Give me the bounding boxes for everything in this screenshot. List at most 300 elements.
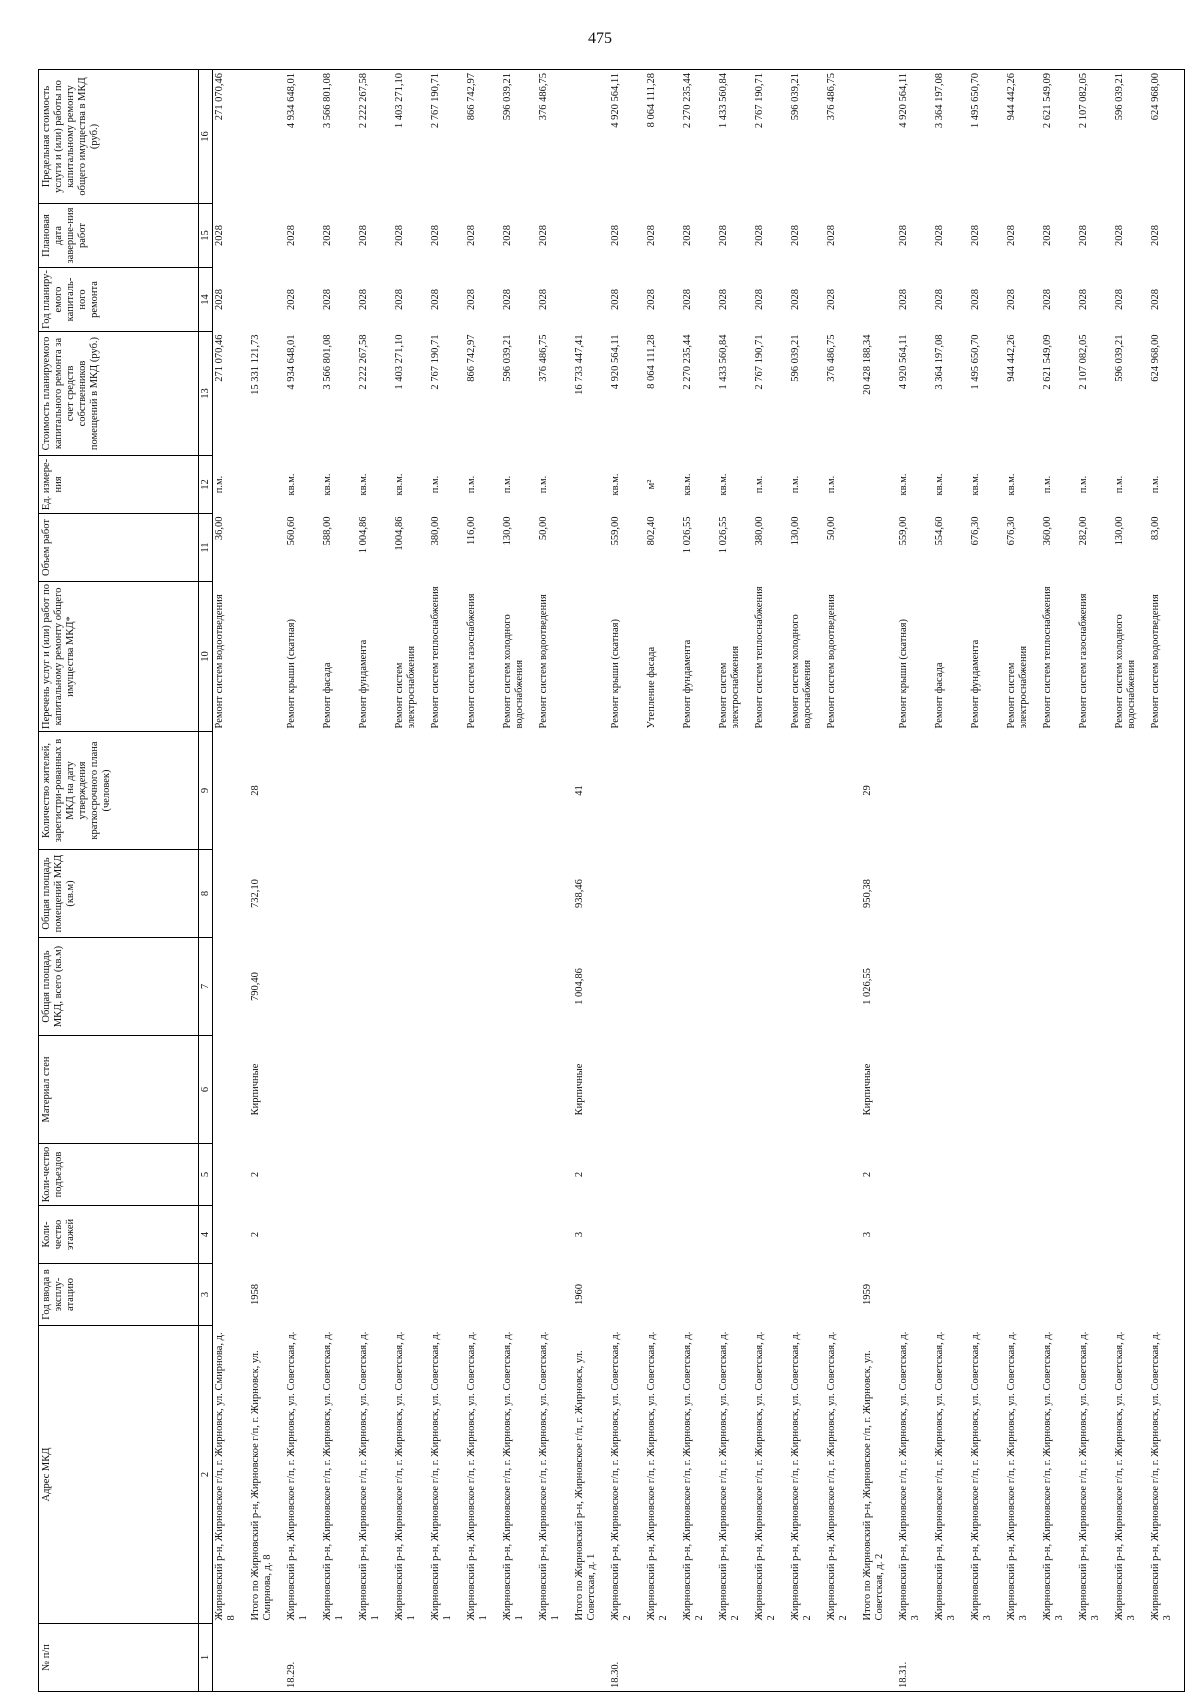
cell-work-volume: 83,00 xyxy=(1149,516,1161,541)
cell-cost-limit: 4 934 648,01 xyxy=(285,73,297,129)
total-row xyxy=(861,70,897,1692)
cell-entrance-count xyxy=(1077,1144,1113,1206)
cell-work-type: Ремонт систем электроснабжения xyxy=(1005,645,1029,729)
cell-floor-count: 2 xyxy=(249,1231,261,1238)
cell-entrance-count: 2 xyxy=(249,1171,261,1178)
cell-entrance-count xyxy=(897,1144,933,1206)
cell-resident-count xyxy=(1113,732,1149,850)
cell-row-number xyxy=(753,1624,789,1692)
col-header-9: Количество жителей, зарегистри-рованных в МКД на дату утверждения краткосрочного плана (человек) xyxy=(39,732,199,850)
cell-total-area xyxy=(933,938,969,1036)
cell-total-area xyxy=(1041,938,1077,1036)
cell-resident-count xyxy=(753,732,789,850)
cell-premises-area xyxy=(1149,850,1185,938)
col-header-7: Общая площадь МКД, всего (кв.м) xyxy=(39,938,199,1036)
cell-cost-limit: 3 364 197,08 xyxy=(933,73,945,129)
col-header-12: Ед. измере-ния xyxy=(39,456,199,514)
cell-completion-date xyxy=(573,204,609,268)
cell-wall-material xyxy=(969,1036,1005,1144)
cell-address: Жирновский р-н, Жирновское г/п, г. Жирновск, ул. Советская, д. 1 xyxy=(501,1331,525,1621)
cell-work-volume: 560,60 xyxy=(285,516,297,546)
cell-wall-material xyxy=(933,1036,969,1144)
cell-resident-count xyxy=(1005,732,1041,850)
cell-repair-year: 2028 xyxy=(393,289,405,310)
cell-unit xyxy=(861,456,897,514)
cell-cost-limit: 1 495 650,70 xyxy=(969,73,981,129)
cell-total-area xyxy=(537,938,573,1036)
table-row xyxy=(609,70,645,1692)
cell-row-number xyxy=(1149,1624,1185,1692)
cell-year-built xyxy=(321,1264,357,1326)
cell-wall-material xyxy=(753,1036,789,1144)
cell-floor-count: 3 xyxy=(573,1231,585,1238)
cell-total-area xyxy=(789,938,825,1036)
cell-year-built xyxy=(717,1264,753,1326)
cell-planned-cost: 376 486,75 xyxy=(537,334,549,382)
cell-resident-count: 41 xyxy=(573,785,585,796)
cell-entrance-count xyxy=(357,1144,393,1206)
cell-planned-cost: 944 442,26 xyxy=(1005,334,1017,382)
cell-unit: кв.м. xyxy=(897,473,909,496)
total-row xyxy=(573,70,609,1692)
cell-total-area xyxy=(825,938,861,1036)
table-row xyxy=(753,70,789,1692)
cell-resident-count xyxy=(537,732,573,850)
cell-floor-count xyxy=(789,1206,825,1264)
cell-unit: кв.м. xyxy=(969,473,981,496)
cell-year-built xyxy=(1149,1264,1185,1326)
cell-address: Жирновский р-н, Жирновское г/п, г. Жирновск, ул. Советская, д. 3 xyxy=(897,1331,921,1621)
table-row xyxy=(789,70,825,1692)
cell-address: Жирновский р-н, Жирновское г/п, г. Жирновск, ул. Советская, д. 3 xyxy=(1149,1331,1173,1621)
cell-entrance-count xyxy=(213,1144,249,1206)
cell-address: Жирновский р-н, Жирновское г/п, г. Жирновск, ул. Советская, д. 1 xyxy=(537,1331,561,1621)
cell-work-volume xyxy=(249,514,285,582)
cell-wall-material xyxy=(357,1036,393,1144)
cell-cost-limit: 376 486,75 xyxy=(825,73,837,121)
cell-address: Жирновский р-н, Жирновское г/п, г. Жирновск, ул. Советская, д. 3 xyxy=(1077,1331,1101,1621)
cell-entrance-count: 2 xyxy=(861,1171,873,1178)
table-header xyxy=(39,70,213,1692)
cell-completion-date: 2028 xyxy=(321,225,333,246)
cell-completion-date: 2028 xyxy=(753,225,765,246)
cell-premises-area xyxy=(681,850,717,938)
cell-total-area xyxy=(1077,938,1113,1036)
cell-repair-year: 2028 xyxy=(1005,289,1017,310)
cell-address: Жирновский р-н, Жирновское г/п, г. Жирновск, ул. Советская, д. 1 xyxy=(393,1331,417,1621)
cell-repair-year: 2028 xyxy=(789,289,801,310)
table-row xyxy=(897,70,933,1692)
cell-repair-year: 2028 xyxy=(285,289,297,310)
cell-work-volume: 1 026,55 xyxy=(681,516,693,554)
cell-work-type: Ремонт систем водоотведения xyxy=(537,594,549,729)
cell-total-area: 790,40 xyxy=(249,972,261,1001)
cell-completion-date: 2028 xyxy=(1149,225,1161,246)
cell-total-area xyxy=(753,938,789,1036)
cell-planned-cost: 4 934 648,01 xyxy=(285,334,297,390)
cell-resident-count xyxy=(645,732,681,850)
cell-work-type: Ремонт систем теплоснабжения xyxy=(1041,586,1053,729)
cell-unit: кв.м. xyxy=(609,473,621,496)
cell-row-number xyxy=(357,1624,393,1692)
cell-resident-count xyxy=(357,732,393,850)
cell-wall-material: Кирпичные xyxy=(573,1063,585,1116)
cell-work-volume: 380,00 xyxy=(753,516,765,546)
cell-work-type: Ремонт фундамента xyxy=(969,639,981,729)
cell-total-area: 1 004,86 xyxy=(573,968,585,1005)
cell-planned-cost: 376 486,75 xyxy=(825,334,837,382)
cell-planned-cost: 1 403 271,10 xyxy=(393,334,405,390)
cell-planned-cost: 624 968,00 xyxy=(1149,334,1161,382)
cell-cost-limit: 2 270 235,44 xyxy=(681,73,693,129)
cell-wall-material xyxy=(897,1036,933,1144)
table-row xyxy=(465,70,501,1692)
cell-premises-area xyxy=(321,850,357,938)
cell-work-type xyxy=(573,582,609,732)
cell-work-type: Ремонт систем водоотведения xyxy=(1149,594,1161,729)
cell-row-number xyxy=(393,1624,429,1692)
cell-wall-material xyxy=(1041,1036,1077,1144)
cell-cost-limit xyxy=(861,70,897,204)
table-row xyxy=(429,70,465,1692)
cell-planned-cost: 2 767 190,71 xyxy=(753,334,765,390)
cell-resident-count xyxy=(609,732,645,850)
cell-cost-limit: 3 566 801,08 xyxy=(321,73,333,129)
cell-row-number xyxy=(465,1624,501,1692)
cell-entrance-count xyxy=(789,1144,825,1206)
cell-unit: кв.м. xyxy=(717,473,729,496)
cell-completion-date xyxy=(861,204,897,268)
cell-address: Жирновский р-н, Жирновское г/п, г. Жирновск, ул. Советская, д. 2 xyxy=(645,1331,669,1621)
cell-completion-date: 2028 xyxy=(501,225,513,246)
cell-planned-cost: 16 733 447,41 xyxy=(573,334,585,395)
col-number-16: 16 xyxy=(199,70,213,204)
col-header-14: Год планиру-емого капиталь-ного ремонта xyxy=(39,268,199,332)
cell-address: Жирновский р-н, Жирновское г/п, г. Жирновск, ул. Советская, д. 3 xyxy=(1041,1331,1065,1621)
cell-completion-date: 2028 xyxy=(1005,225,1017,246)
cell-wall-material xyxy=(1005,1036,1041,1144)
cell-repair-year: 2028 xyxy=(969,289,981,310)
cell-repair-year: 2028 xyxy=(1113,289,1125,310)
cell-unit: п.м. xyxy=(789,475,801,494)
cell-resident-count xyxy=(213,732,249,850)
cell-year-built xyxy=(933,1264,969,1326)
cell-cost-limit: 1 433 560,84 xyxy=(717,73,729,129)
cell-floor-count xyxy=(753,1206,789,1264)
cell-work-volume: 676,30 xyxy=(969,516,981,546)
cell-premises-area xyxy=(753,850,789,938)
cell-cost-limit: 4 920 564,11 xyxy=(897,73,909,128)
cell-repair-year: 2028 xyxy=(429,289,441,310)
cell-address: Итого по Жирновский р-н, Жирновское г/п, г. Жирновск, ул. Советская, д. 1 xyxy=(573,1350,597,1621)
cell-work-volume: 36,00 xyxy=(214,516,225,541)
cell-address: Жирновский р-н, Жирновское г/п, г. Жирновск, ул. Советская, д. 2 xyxy=(825,1331,849,1621)
cell-premises-area xyxy=(897,850,933,938)
cell-work-type: Ремонт фасада xyxy=(933,662,945,729)
cell-work-type: Ремонт систем теплоснабжения xyxy=(753,586,765,729)
cell-total-area xyxy=(285,938,321,1036)
cell-address: Жирновский р-н, Жирновское г/п, г. Жирновск, ул. Советская, д. 2 xyxy=(609,1331,633,1621)
col-number-10: 10 xyxy=(199,582,213,732)
cell-repair-year: 2028 xyxy=(1077,289,1089,310)
cell-work-type: Ремонт систем электроснабжения xyxy=(393,645,417,729)
cell-unit: кв.м. xyxy=(357,473,369,496)
cell-cost-limit: 4 920 564,11 xyxy=(609,73,621,128)
table-row xyxy=(933,70,969,1692)
cell-entrance-count xyxy=(753,1144,789,1206)
cell-year-built: 1958 xyxy=(249,1284,261,1305)
cell-row-number xyxy=(825,1624,861,1692)
cell-premises-area xyxy=(501,850,537,938)
cell-planned-cost: 15 331 121,73 xyxy=(249,334,261,395)
cell-repair-year: 2028 xyxy=(609,289,621,310)
cell-entrance-count xyxy=(1149,1144,1185,1206)
cell-wall-material xyxy=(789,1036,825,1144)
cell-unit: м² xyxy=(645,479,657,490)
cell-premises-area xyxy=(393,850,429,938)
col-number-13: 13 xyxy=(199,332,213,456)
cell-resident-count xyxy=(465,732,501,850)
cell-wall-material xyxy=(429,1036,465,1144)
cell-entrance-count xyxy=(1005,1144,1041,1206)
cell-entrance-count xyxy=(645,1144,681,1206)
cell-repair-year: 2028 xyxy=(465,289,477,310)
cell-address: Жирновский р-н, Жирновское г/п, г. Жирновск, ул. Советская, д. 2 xyxy=(753,1331,777,1621)
cell-completion-date: 2028 xyxy=(393,225,405,246)
cell-completion-date: 2028 xyxy=(969,225,981,246)
cell-completion-date: 2028 xyxy=(933,225,945,246)
cell-planned-cost: 2 222 267,58 xyxy=(357,334,369,390)
cell-resident-count xyxy=(1149,732,1185,850)
cell-planned-cost: 596 039,21 xyxy=(789,334,801,382)
col-header-4: Коли-чество этажей xyxy=(39,1206,199,1264)
cell-cost-limit: 271 070,46 xyxy=(214,73,225,121)
cell-work-type: Ремонт крыши (скатная) xyxy=(285,618,297,729)
cell-year-built: 1959 xyxy=(861,1284,873,1305)
cell-completion-date: 2028 xyxy=(1113,225,1125,246)
cell-unit: кв.м. xyxy=(321,473,333,496)
col-header-15: Плановая дата заверше-ния работ xyxy=(39,204,199,268)
table-row xyxy=(285,70,321,1692)
header-row xyxy=(39,70,199,1692)
cell-wall-material xyxy=(213,1036,249,1144)
table-row xyxy=(717,70,753,1692)
cell-completion-date: 2028 xyxy=(609,225,621,246)
cell-wall-material xyxy=(1149,1036,1185,1144)
cell-repair-year xyxy=(573,268,609,332)
cell-resident-count xyxy=(501,732,537,850)
cell-premises-area xyxy=(429,850,465,938)
cell-work-type: Утепление фасада xyxy=(645,646,657,729)
cell-floor-count xyxy=(825,1206,861,1264)
cell-work-volume: 360,00 xyxy=(1041,516,1053,546)
cell-premises-area xyxy=(969,850,1005,938)
cell-completion-date xyxy=(249,204,285,268)
table-row xyxy=(1149,70,1185,1692)
cell-premises-area xyxy=(465,850,501,938)
cell-floor-count xyxy=(645,1206,681,1264)
cell-row-number xyxy=(1041,1624,1077,1692)
cell-premises-area: 938,46 xyxy=(573,879,585,908)
cell-completion-date: 2028 xyxy=(825,225,837,246)
cell-work-type: Ремонт фасада xyxy=(321,662,333,729)
cell-repair-year: 2028 xyxy=(717,289,729,310)
cell-entrance-count xyxy=(393,1144,429,1206)
col-number-2: 2 xyxy=(199,1326,213,1624)
cell-premises-area xyxy=(1077,850,1113,938)
cell-total-area xyxy=(645,938,681,1036)
cell-floor-count xyxy=(429,1206,465,1264)
cell-work-type: Ремонт фундамента xyxy=(681,639,693,729)
cell-year-built xyxy=(1113,1264,1149,1326)
cell-entrance-count xyxy=(537,1144,573,1206)
cell-work-type: Ремонт систем холодного водоснабжения xyxy=(789,614,813,729)
table-row xyxy=(357,70,393,1692)
cell-floor-count xyxy=(609,1206,645,1264)
table-row xyxy=(1113,70,1149,1692)
cell-resident-count xyxy=(1077,732,1113,850)
col-number-11: 11 xyxy=(199,514,213,582)
cell-planned-cost: 3 364 197,08 xyxy=(933,334,945,390)
cell-year-built xyxy=(645,1264,681,1326)
cell-year-built xyxy=(609,1264,645,1326)
cell-address: Жирновский р-н, Жирновское г/п, г. Жирновск, ул. Советская, д. 1 xyxy=(429,1331,453,1621)
cell-work-type: Ремонт систем газоснабжения xyxy=(465,593,477,729)
cell-entrance-count xyxy=(429,1144,465,1206)
cell-total-area xyxy=(717,938,753,1036)
cell-work-volume: 380,00 xyxy=(429,516,441,546)
cell-entrance-count xyxy=(717,1144,753,1206)
col-header-13: Стоимость планируемого капитального ремонта за счет средств собственников помещений в МКД (руб.) xyxy=(39,332,199,456)
cell-address: Жирновский р-н, Жирновское г/п, г. Жирновск, ул. Советская, д. 1 xyxy=(285,1331,309,1621)
cell-row-number xyxy=(645,1624,681,1692)
cell-entrance-count xyxy=(969,1144,1005,1206)
cell-address: Жирновский р-н, Жирновское г/п, г. Жирновск, ул. Советская, д. 2 xyxy=(789,1331,813,1621)
cell-work-volume: 588,00 xyxy=(321,516,333,546)
cell-cost-limit: 944 442,26 xyxy=(1005,73,1017,121)
cell-floor-count xyxy=(285,1206,321,1264)
col-number-8: 8 xyxy=(199,850,213,938)
cell-planned-cost: 8 064 111,28 xyxy=(645,334,657,389)
cell-year-built xyxy=(1041,1264,1077,1326)
cell-unit xyxy=(249,456,285,514)
cell-work-type: Ремонт систем газоснабжения xyxy=(1077,593,1089,729)
table-row xyxy=(1077,70,1113,1692)
cell-planned-cost: 4 920 564,11 xyxy=(897,334,909,390)
cell-wall-material xyxy=(1077,1036,1113,1144)
cell-row-number xyxy=(1077,1624,1113,1692)
cell-premises-area xyxy=(717,850,753,938)
cell-total-area xyxy=(393,938,429,1036)
cell-resident-count xyxy=(429,732,465,850)
cell-wall-material xyxy=(825,1036,861,1144)
cell-year-built xyxy=(537,1264,573,1326)
cell-work-type: Ремонт систем электроснабжения xyxy=(717,645,741,729)
cell-total-area xyxy=(357,938,393,1036)
cell-work-type xyxy=(249,582,285,732)
cell-repair-year: 2028 xyxy=(501,289,513,310)
cell-work-type: Ремонт крыши (скатная) xyxy=(609,618,621,729)
cell-year-built xyxy=(825,1264,861,1326)
col-number-4: 4 xyxy=(199,1206,213,1264)
cell-floor-count xyxy=(537,1206,573,1264)
column-number-row xyxy=(199,70,213,1692)
cell-completion-date: 2028 xyxy=(429,225,441,246)
cell-year-built xyxy=(1005,1264,1041,1326)
cell-unit: п.м. xyxy=(1077,475,1089,494)
cell-row-number: 18.29. xyxy=(285,1661,297,1688)
table-row xyxy=(825,70,861,1692)
cell-entrance-count xyxy=(465,1144,501,1206)
cell-work-volume xyxy=(861,514,897,582)
cell-row-number: 18.30. xyxy=(609,1661,621,1688)
cell-floor-count xyxy=(465,1206,501,1264)
cell-resident-count xyxy=(789,732,825,850)
cell-total-area xyxy=(1113,938,1149,1036)
col-number-15: 15 xyxy=(199,204,213,268)
cell-year-built xyxy=(465,1264,501,1326)
table-row xyxy=(1041,70,1077,1692)
cell-unit: п.м. xyxy=(429,475,441,494)
col-header-3: Год ввода в эксплу-атацию xyxy=(39,1264,199,1326)
cell-address: Итого по Жирновский р-н, Жирновское г/п, г. Жирновск, ул. Смирнова, д. 8 xyxy=(249,1350,273,1621)
cell-unit: кв.м. xyxy=(933,473,945,496)
cell-wall-material xyxy=(1113,1036,1149,1144)
cell-premises-area xyxy=(789,850,825,938)
cell-total-area xyxy=(321,938,357,1036)
cell-work-volume: 130,00 xyxy=(501,516,513,546)
col-header-5: Коли-чество подъездов xyxy=(39,1144,199,1206)
cell-repair-year: 2028 xyxy=(1149,289,1161,310)
cell-entrance-count xyxy=(321,1144,357,1206)
cell-resident-count xyxy=(717,732,753,850)
cell-address: Жирновский р-н, Жирновское г/п, г. Жирновск, ул. Советская, д. 2 xyxy=(717,1331,741,1621)
cell-work-volume: 282,00 xyxy=(1077,516,1089,546)
cell-floor-count xyxy=(897,1206,933,1264)
cell-row-number xyxy=(321,1624,357,1692)
cell-unit: п.м. xyxy=(1149,475,1161,494)
cell-resident-count xyxy=(969,732,1005,850)
cell-row-number xyxy=(213,1624,249,1692)
table-row xyxy=(321,70,357,1692)
cell-resident-count xyxy=(1041,732,1077,850)
cell-repair-year: 2028 xyxy=(214,289,225,310)
cell-work-volume: 802,40 xyxy=(645,516,657,546)
cell-address: Итого по Жирновский р-н, Жирновское г/п, г. Жирновск, ул. Советская, д. 2 xyxy=(861,1350,885,1621)
cell-completion-date: 2028 xyxy=(1077,225,1089,246)
table-row xyxy=(393,70,429,1692)
col-header-10: Перечень услуг и (или) работ по капитальному ремонту общего имущества МКД* xyxy=(39,582,199,732)
cell-address: Жирновский р-н, Жирновское г/п, г. Жирновск, ул. Советская, д. 1 xyxy=(465,1331,489,1621)
cell-floor-count xyxy=(1077,1206,1113,1264)
cell-premises-area xyxy=(1041,850,1077,938)
cell-completion-date: 2028 xyxy=(789,225,801,246)
cell-year-built xyxy=(393,1264,429,1326)
cell-resident-count xyxy=(321,732,357,850)
cell-wall-material xyxy=(537,1036,573,1144)
cell-entrance-count xyxy=(933,1144,969,1206)
col-header-6: Материал стен xyxy=(39,1036,199,1144)
cell-premises-area xyxy=(609,850,645,938)
cell-row-number xyxy=(537,1624,573,1692)
cell-floor-count xyxy=(213,1206,249,1264)
cell-unit: кв.м. xyxy=(393,473,405,496)
col-header-11: Объем работ xyxy=(39,514,199,582)
cell-floor-count xyxy=(393,1206,429,1264)
cell-repair-year: 2028 xyxy=(537,289,549,310)
cell-floor-count xyxy=(1113,1206,1149,1264)
cell-wall-material xyxy=(321,1036,357,1144)
